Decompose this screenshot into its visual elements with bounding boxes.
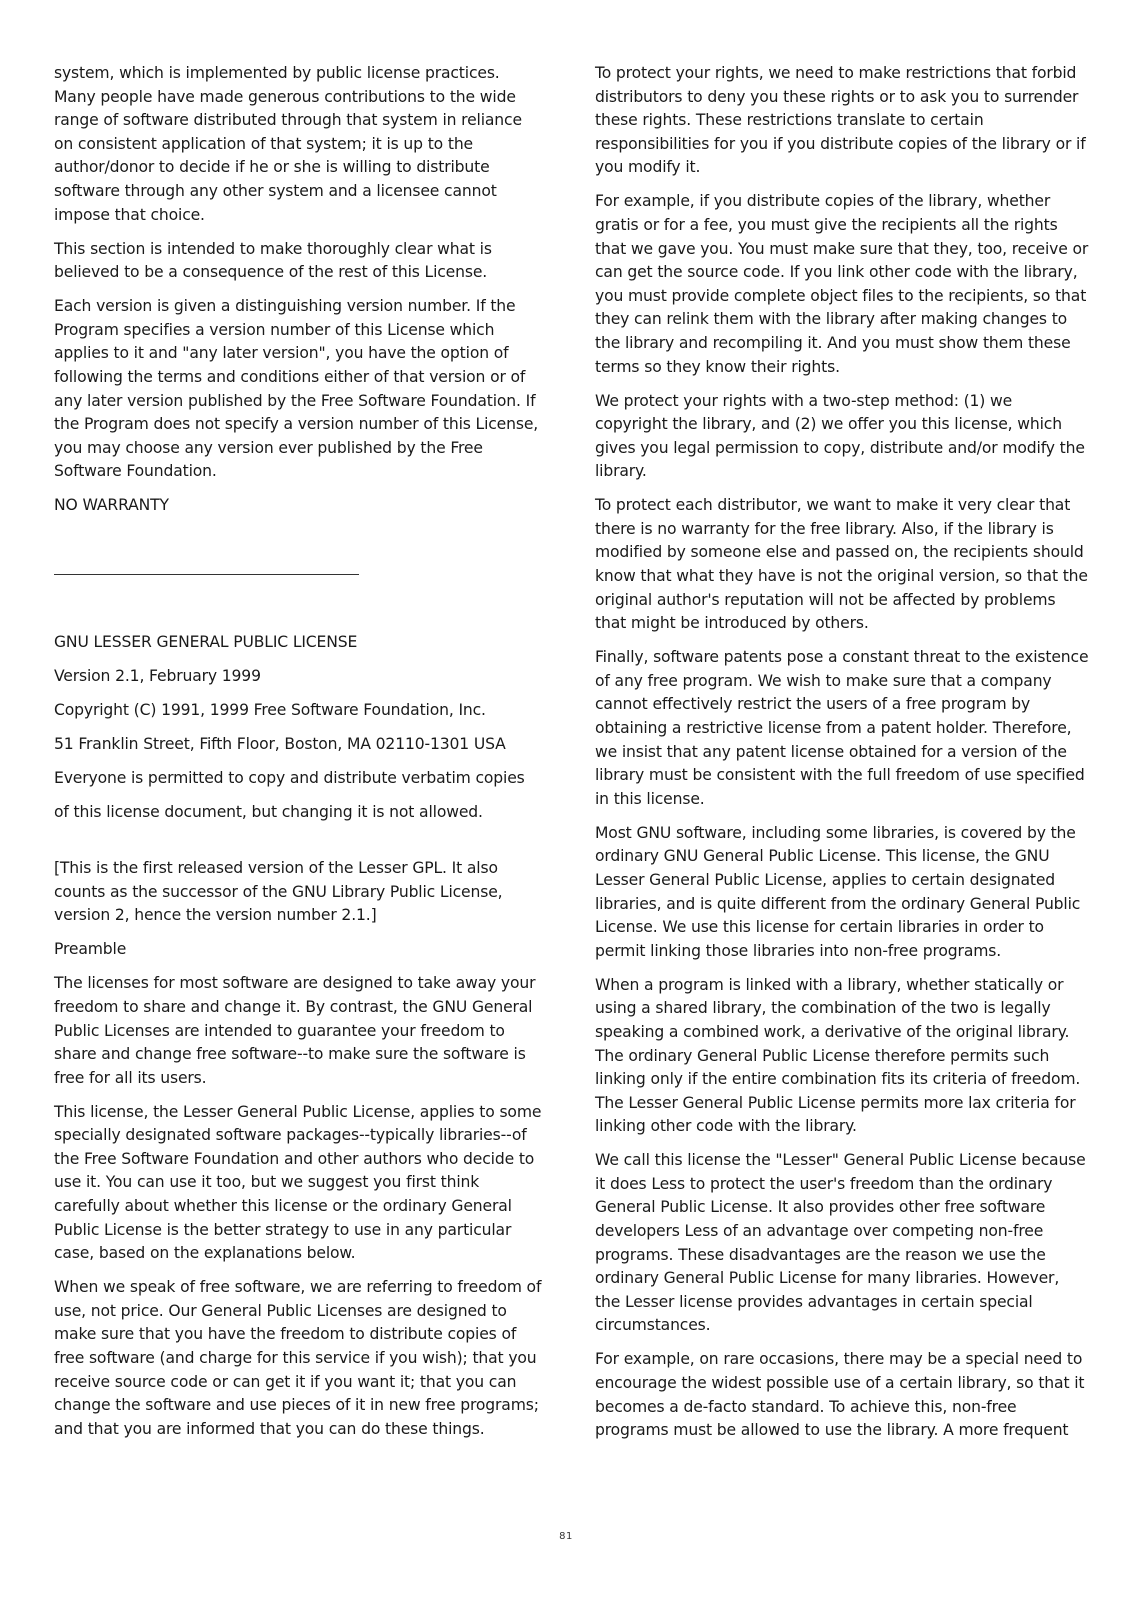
license-title: GNU LESSER GENERAL PUBLIC LICENSE: [54, 633, 358, 652]
license-copyright: Copyright (C) 1991, 1999 Free Software Foundation, Inc.: [54, 701, 486, 720]
paragraph: This section is intended to make thoroughly clear what is believed to be a consequence of the rest of this License.: [54, 239, 492, 282]
preamble-heading: Preamble: [54, 940, 127, 959]
paragraph: To protect your rights, we need to make restrictions that forbid distributors to deny you these rights or to ask you to surrender these rights. These restrictions translate to certain responsibilities for you if you distribute copies of the library or if you modify it.: [595, 64, 1086, 177]
page-number: 81: [559, 1531, 573, 1542]
paragraph: The licenses for most software are designed to take away your freedom to share and change it. By contrast, the GNU General Public Licenses are intended to guarantee your freedom to share and change free software--to make sure the software is free for all its users.: [54, 974, 536, 1087]
spacer: [54, 528, 542, 574]
paragraph: Each version is given a distinguishing version number. If the Program specifies a version number of this License which applies to it and "any later version", you have the option of following the terms and conditions either of that version or of any later version published by the Free Software Foundation. If the Program does not specify a version number of this License, you may choose any version ever published by the Free Software Foundation.: [54, 297, 539, 481]
left-column: [54, 62, 542, 1452]
paragraph: For example, if you distribute copies of the library, whether gratis or for a fee, you must give the recipients all the rights that we gave you. You must make sure that they, too, receive or can get the source code. If you link other code with the library, you must provide complete object files to the recipients, so that they can relink them with the library after making changes to the library and recompiling it. And you must show them these terms so they know their rights.: [595, 192, 1089, 376]
license-note: [This is the first released version of the Lesser GPL. It also counts as the successor of the GNU Library Public License, version 2, hence the version number 2.1.]: [54, 859, 503, 925]
paragraph: We protect your rights with a two-step method: (1) we copyright the library, and (2) we offer you this license, which gives you legal permission to copy, distribute and/or modify the library.: [595, 391, 1085, 481]
paragraph: This license, the Lesser General Public License, applies to some specially designated software packages--typically libraries--of the Free Software Foundation and other authors who decide to use it. You can use it too, but we suggest you first think carefully about whether this license or the ordinary General Public License is the better strategy to use in any particular case, based on the explanations below.: [54, 1102, 542, 1263]
right-column: [595, 62, 1089, 1453]
license-permission-line-2: of this license document, but changing it is not allowed.: [54, 803, 483, 822]
paragraph: We call this license the "Lesser" General Public License because it does Less to protect the user's freedom than the ordinary General Public License. It also provides other free software developers Less of an advantage over competing non-free programs. These disadvantages are the reason we use the ordinary General Public License for many libraries. However, the Lesser license provides advantages in certain special circumstances.: [595, 1151, 1086, 1335]
horizontal-rule: [54, 574, 359, 575]
paragraph: Most GNU software, including some libraries, is covered by the ordinary GNU General Public License. This license, the GNU Lesser General Public License, applies to certain designated libraries, and is quite different from the ordinary General Public License. We use this license for certain libraries in order to permit linking those libraries into non-free programs.: [595, 823, 1081, 960]
paragraph: When a program is linked with a library, whether statically or using a shared library, the combination of the two is legally speaking a combined work, a derivative of the original library. The ordinary General Public License therefore permits such linking only if the entire combination fits its criteria of freedom. The Lesser General Public License permits more lax criteria for linking other code with the library.: [595, 975, 1081, 1136]
license-address: 51 Franklin Street, Fifth Floor, Boston, MA 02110-1301 USA: [54, 735, 506, 754]
section-heading-no-warranty: NO WARRANTY: [54, 496, 169, 515]
paragraph: For example, on rare occasions, there may be a special need to encourage the widest possible use of a certain library, so that it becomes a de-facto standard. To achieve this, non-free programs must be allowed to use the library. A more frequent: [595, 1350, 1085, 1440]
paragraph: To protect each distributor, we want to make it very clear that there is no warranty for the free library. Also, if the library is modified by someone else and passed on, the recipients should know that what they have is not the original version, so that the original author's reputation will not be affected by problems that might be introduced by others.: [595, 496, 1088, 633]
paragraph: system, which is implemented by public license practices. Many people have made generous contributions to the wide range of software distributed through that system in reliance on consistent application of that system; it is up to the author/donor to decide if he or she is willing to distribute software through any other system and a licensee cannot impose that choice.: [54, 64, 522, 224]
paragraph: When we speak of free software, we are referring to freedom of use, not price. Our General Public Licenses are designed to make sure that you have the freedom to distribute copies of free software (and charge for this service if you wish); that you receive source code or can get it if you want it; that you can change the software and use pieces of it in new free programs; and that you are informed that you can do these things.: [54, 1278, 542, 1438]
paragraph: Finally, software patents pose a constant threat to the existence of any free program. We wish to make sure that a company cannot effectively restrict the users of a free program by obtaining a restrictive license from a patent holder. Therefore, we insist that any patent license obtained for a version of the library must be consistent with the full freedom of use specified in this license.: [595, 648, 1089, 808]
spacer: [54, 835, 542, 857]
license-permission-line-1: Everyone is permitted to copy and distribute verbatim copies: [54, 769, 525, 788]
license-version: Version 2.1, February 1999: [54, 667, 261, 686]
